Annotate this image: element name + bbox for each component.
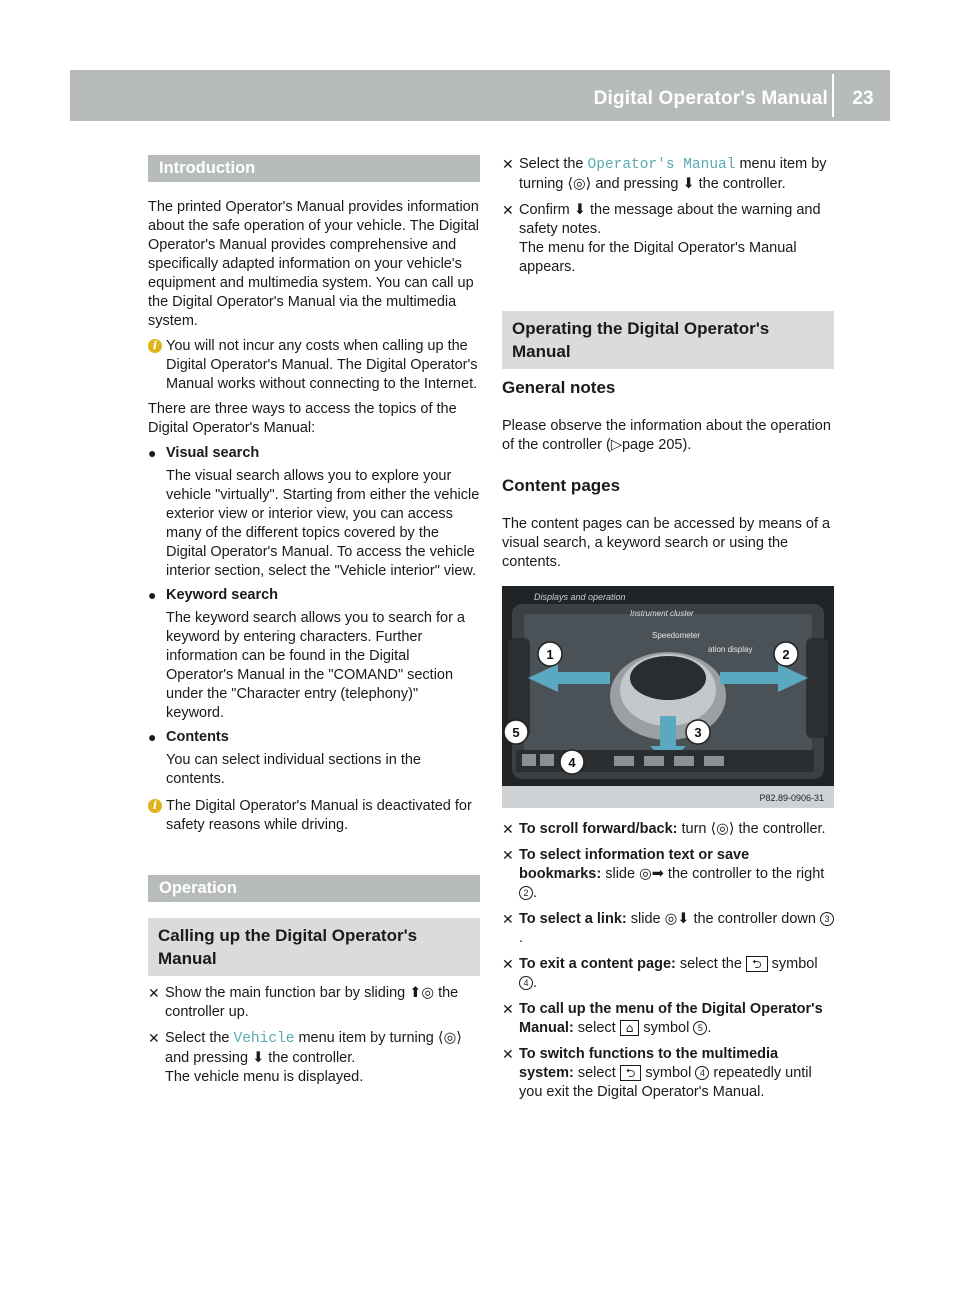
list-item	[148, 586, 480, 723]
step-text: select	[573, 1020, 620, 1036]
controller-turn-icon: ⟨◎⟩	[437, 1030, 462, 1046]
step-item	[502, 846, 834, 903]
callout-5: 5	[512, 725, 520, 740]
controller-press-icon: ⬇	[252, 1050, 265, 1066]
bullet-icon: ●	[148, 587, 157, 603]
general-notes-text	[502, 417, 834, 455]
intro-paragraph: The printed Operator's Manual provides information about the safe operation of your vehicle. The Digital Operator's Manual provides comprehensive and specifically adapted information on your vehicle's equipment and multimedia system. You can call up the Digital Operator's Manual via the multimedia system.	[148, 199, 480, 329]
step-item	[502, 910, 834, 948]
figure-code: P82.89-0906-31	[759, 793, 824, 803]
step-text: symbol	[641, 1065, 696, 1081]
bullet-title: Contents	[166, 729, 229, 745]
step-text: the controller.	[694, 176, 786, 192]
info-note	[148, 797, 480, 835]
screen-item-1: Speedometer	[652, 631, 701, 640]
step-text: slide	[626, 911, 665, 927]
step-label: To exit a content page:	[519, 956, 676, 972]
step-text: .	[533, 975, 538, 991]
step-text: and pressing	[591, 176, 683, 192]
step-text: Select the	[519, 156, 588, 172]
ways-paragraph: There are three ways to access the topics of the Digital Operator's Manual:	[148, 401, 457, 436]
display-figure	[502, 586, 834, 808]
step-arrow-icon: ✕	[148, 1030, 160, 1046]
right-column	[502, 155, 834, 1109]
content-pages-heading: Content pages	[502, 476, 621, 495]
info-icon: i	[148, 339, 162, 353]
introduction-heading: Introduction	[148, 155, 480, 182]
step-arrow-icon: ✕	[502, 156, 514, 172]
step-arrow-icon: ✕	[502, 1001, 514, 1017]
callout-2: 2	[782, 647, 790, 662]
step-label: To select a link:	[519, 911, 627, 927]
controller-slide-up-icon: ⬆◎	[409, 985, 435, 1001]
step-label: To switch functions to the multimedia system:	[519, 1046, 779, 1081]
step-text: the message about the warning and safety notes.	[519, 202, 821, 237]
controller-turn-icon: ⟨◎⟩	[567, 176, 592, 192]
step-result: The vehicle menu is displayed.	[165, 1069, 364, 1085]
controller-press-icon: ⬇	[682, 176, 695, 192]
step-text: repeatedly until you exit the Digital Operator's Manual.	[519, 1065, 812, 1100]
step-text: the controller to the right	[663, 866, 825, 882]
step-item	[502, 955, 834, 993]
step-arrow-icon: ✕	[502, 956, 514, 972]
step-text: menu item by turning	[294, 1030, 438, 1046]
operation-heading: Operation	[148, 875, 480, 902]
step-text: slide	[601, 866, 640, 882]
left-column	[148, 155, 480, 1094]
bullet-title: Visual search	[166, 445, 260, 461]
step-text: the controller up.	[165, 985, 459, 1020]
step-text: .	[707, 1020, 712, 1036]
step-text: Show the main function bar by sliding	[165, 985, 410, 1001]
step-text: Confirm	[519, 202, 574, 218]
back-icon	[540, 754, 554, 766]
step-text: select the	[675, 956, 746, 972]
bullet-text: The visual search allows you to explore your vehicle "virtually". Starting from either the vehicle exterior view or interior view, you can access many of the different topics covered by the Digital Operator's Manual. To access the vehicle interior section, select the "Vehicle interior" view.	[166, 468, 480, 579]
callout-3: 3	[694, 725, 702, 740]
header-title: Digital Operator's Manual	[593, 88, 828, 109]
controller-slide-right-icon: ◎➡	[639, 866, 664, 882]
bullet-icon: ●	[148, 729, 157, 745]
step-label: To scroll forward/back:	[519, 821, 678, 837]
controller-press-icon: ⬇	[573, 202, 586, 218]
bullet-text: The keyword search allows you to search for a keyword by entering characters. Further information can be found in the Digital Operator's Manual in the "COMAND" section under the "Character entry (telephony)" keyword.	[166, 610, 465, 721]
callout-ref: 2	[519, 886, 533, 900]
callout-1: 1	[546, 647, 554, 662]
controller-slide-down-icon: ◎⬇	[664, 911, 690, 927]
callout-ref: 4	[695, 1066, 709, 1080]
step-arrow-icon: ✕	[148, 985, 160, 1001]
step-text: and pressing	[165, 1050, 253, 1066]
step-arrow-icon: ✕	[502, 1046, 514, 1062]
info-icon: i	[148, 799, 162, 813]
step-item	[502, 1045, 834, 1102]
step-text: turn	[677, 821, 711, 837]
home-icon	[522, 754, 536, 766]
general-notes-body: Please observe the information about the operation of the controller (	[502, 418, 831, 453]
callout-ref: 3	[820, 912, 834, 926]
content-pages-text: The content pages can be accessed by means of a visual search, a keyword search or using the contents.	[502, 516, 831, 570]
step-label: To select information text or save bookmarks:	[519, 847, 750, 882]
step-label: To call up the menu of the Digital Operator's Manual:	[519, 1001, 823, 1036]
operating-heading: Operating the Digital Operator's Manual	[502, 311, 834, 369]
callout-4: 4	[568, 755, 576, 770]
display-figure-graphic	[502, 586, 834, 808]
step-item	[502, 155, 834, 194]
step-item	[148, 1029, 480, 1087]
general-notes-heading: General notes	[502, 378, 616, 397]
calling-up-heading: Calling up the Digital Operator's Manual	[148, 918, 480, 976]
info-note	[148, 337, 480, 394]
bullet-icon: ●	[148, 445, 157, 461]
step-text: Select the	[165, 1030, 234, 1046]
step-text: the controller down	[689, 911, 820, 927]
step-text: the controller.	[264, 1050, 356, 1066]
step-text: .	[519, 930, 524, 946]
page-ref-arrow-icon: ▷	[610, 437, 622, 453]
page-number: 23	[852, 88, 874, 109]
step-result: The menu for the Digital Operator's Manual appears.	[519, 240, 797, 275]
step-text: .	[533, 885, 538, 901]
menu-item-vehicle: Vehicle	[233, 1031, 295, 1047]
back-icon: ⮌	[620, 1065, 642, 1081]
menu-item-operators-manual: Operator's Manual	[587, 157, 736, 173]
list-item	[148, 728, 480, 789]
general-notes-end: ).	[682, 437, 692, 453]
screen-title: Displays and operation	[534, 592, 626, 602]
step-item	[148, 984, 480, 1022]
step-arrow-icon: ✕	[502, 911, 514, 927]
controller-turn-icon: ⟨◎⟩	[710, 821, 735, 837]
step-arrow-icon: ✕	[502, 821, 514, 837]
step-item	[502, 1000, 834, 1038]
back-icon: ⮌	[746, 956, 768, 972]
step-text: the controller.	[734, 821, 826, 837]
step-text: symbol	[639, 1020, 694, 1036]
home-icon: ⌂	[620, 1020, 640, 1036]
callout-ref: 4	[519, 976, 533, 990]
step-text: symbol	[767, 956, 818, 972]
header-separator	[832, 74, 834, 117]
info-note-text: You will not incur any costs when calling up the Digital Operator's Manual. The Digital Operator's Manual works without connecting to the Internet.	[166, 338, 478, 392]
bullet-text: You can select individual sections in the contents.	[166, 752, 421, 787]
step-item	[502, 820, 834, 839]
page-reference-link[interactable]: page 205	[621, 437, 683, 453]
step-text: menu item by turning	[519, 156, 827, 192]
step-arrow-icon: ✕	[502, 202, 514, 218]
callout-ref: 5	[693, 1021, 707, 1035]
info-note-text: The Digital Operator's Manual is deactivated for safety reasons while driving.	[166, 798, 472, 833]
bullet-title: Keyword search	[166, 587, 279, 603]
list-item	[148, 444, 480, 581]
screen-subtitle: Instrument cluster	[630, 609, 694, 618]
step-item	[502, 201, 834, 277]
screen-item-2: ation display	[708, 645, 753, 654]
step-text: select	[573, 1065, 620, 1081]
step-arrow-icon: ✕	[502, 847, 514, 863]
